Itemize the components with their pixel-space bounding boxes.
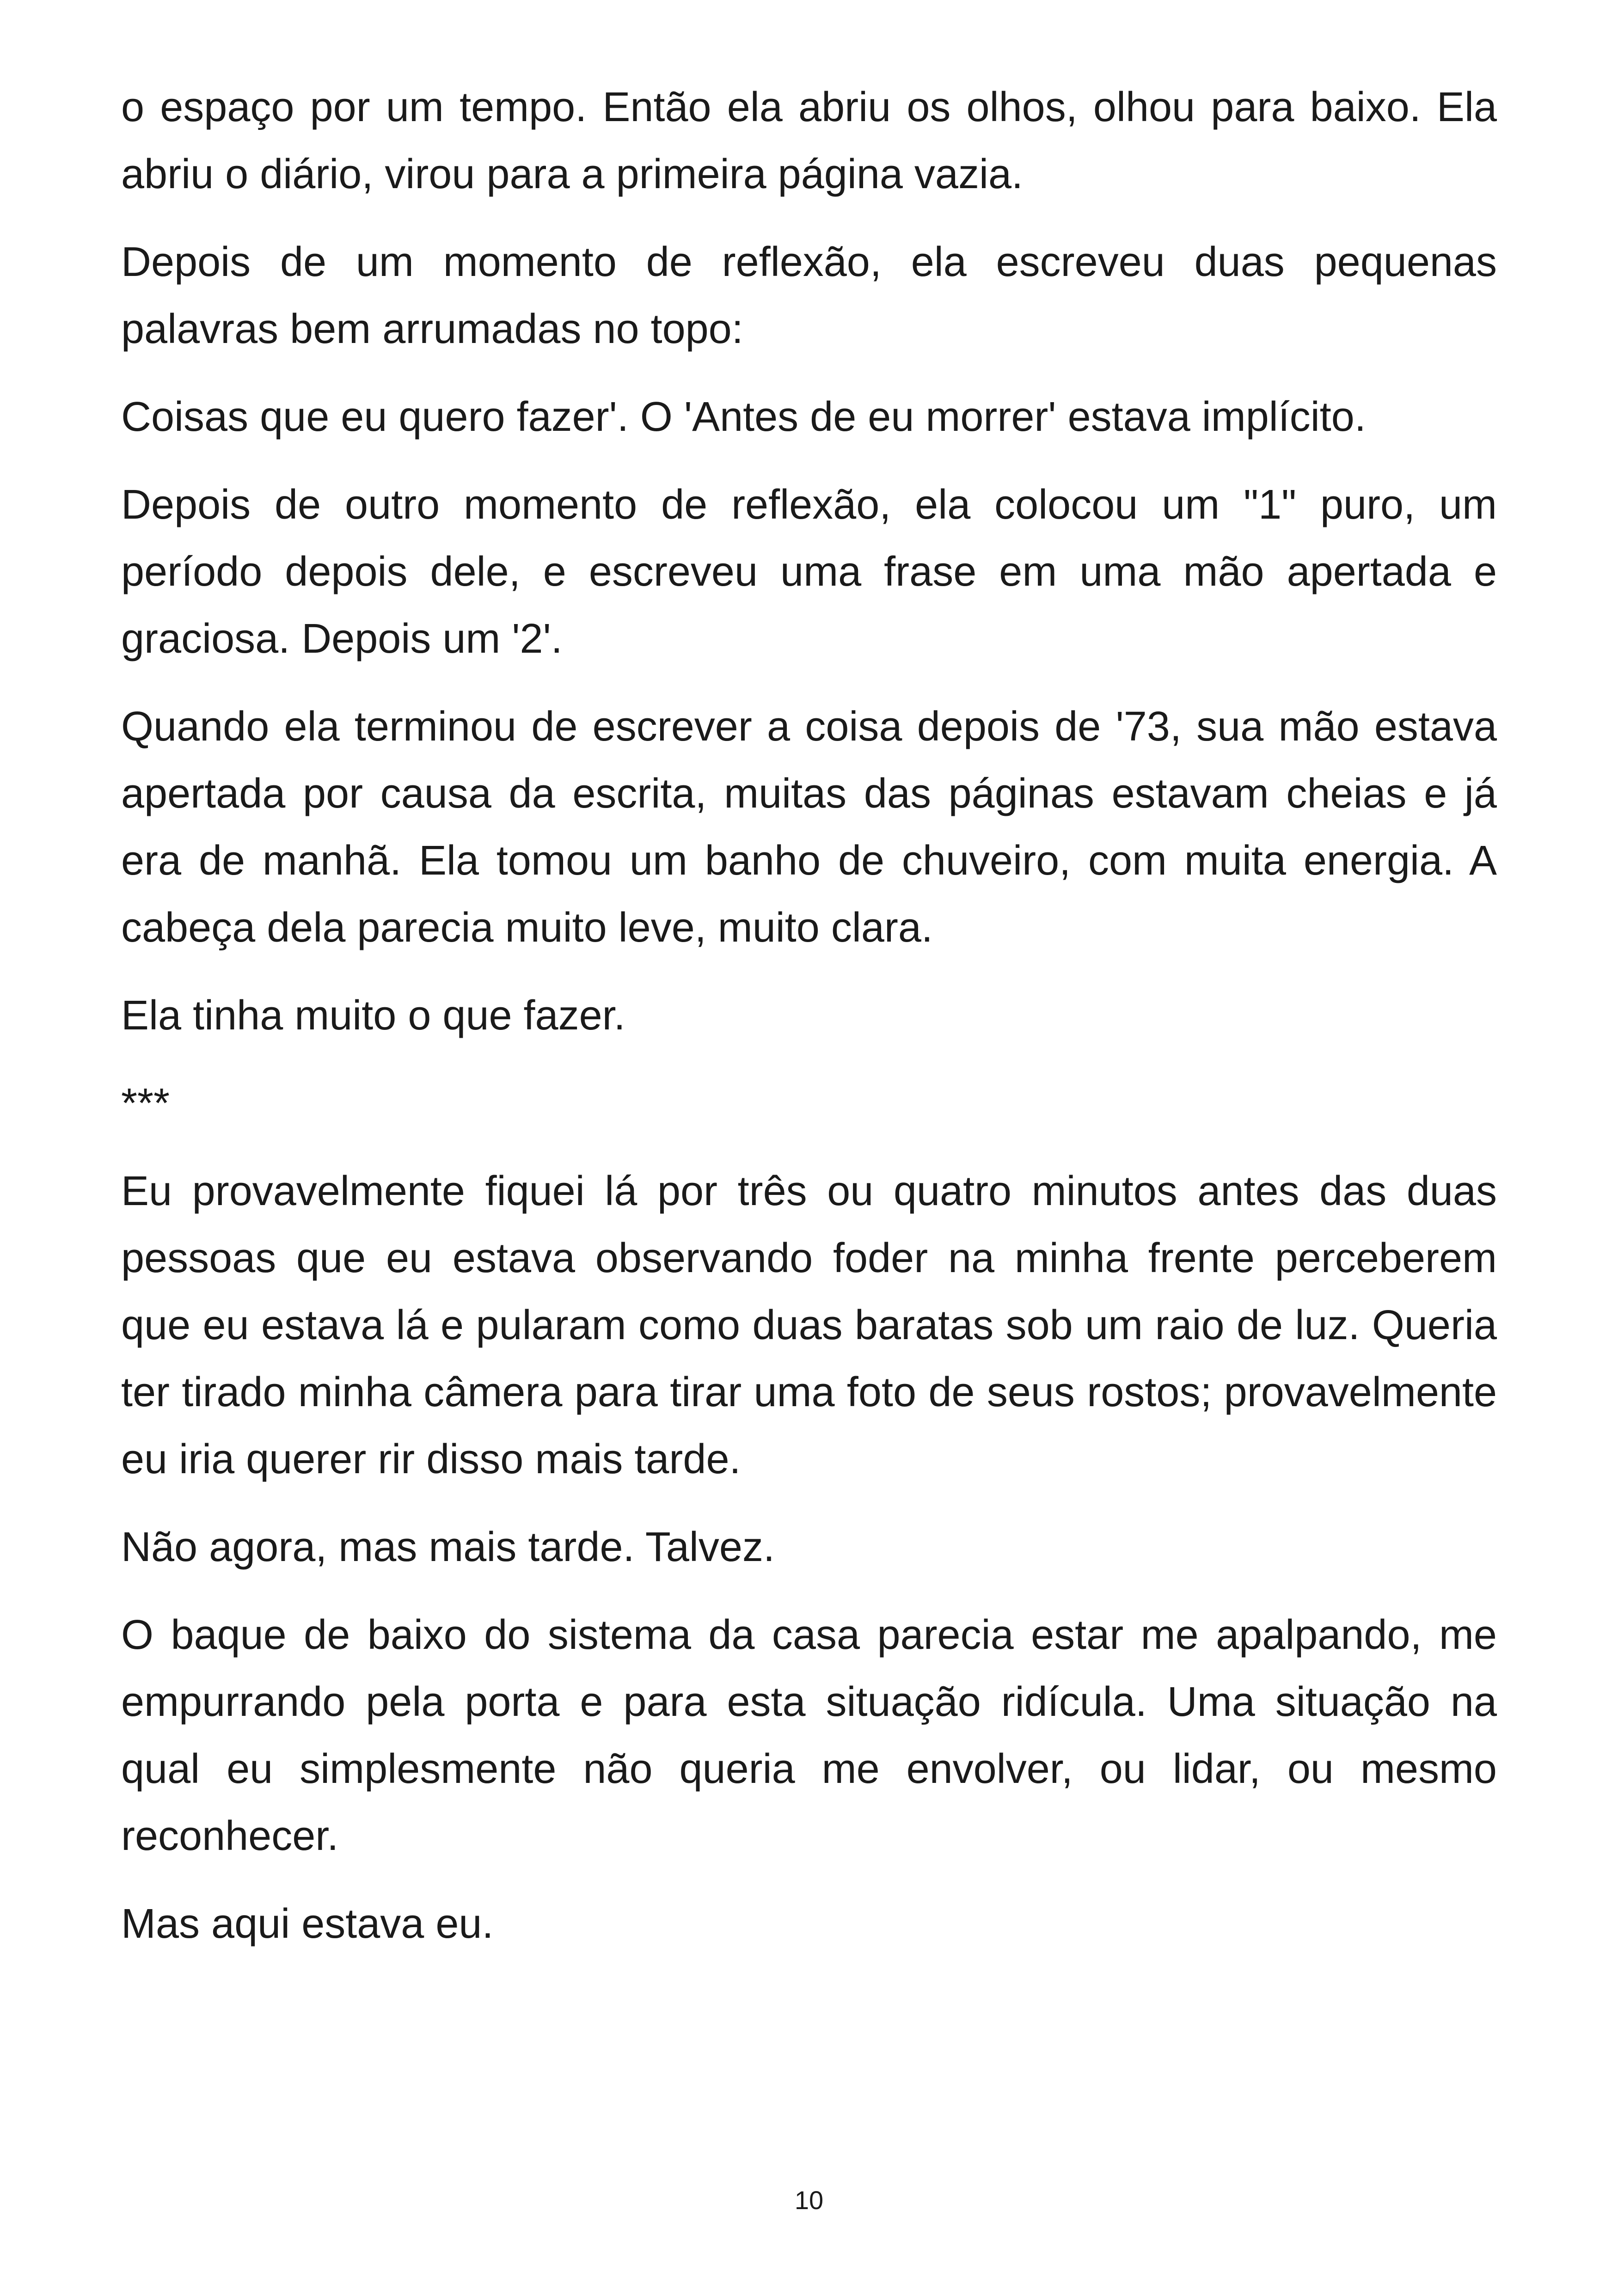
paragraph-1: o espaço por um tempo. Então ela abriu os olhos, olhou para baixo. Ela abriu o diário, virou para a primeira página vazia. bbox=[121, 84, 1497, 197]
scene-break: *** bbox=[121, 1080, 170, 1127]
paragraph-10: Mas aqui estava eu. bbox=[121, 1901, 494, 1947]
paragraph-3: Coisas que eu quero fazer'. O 'Antes de eu morrer' estava implícito. bbox=[121, 394, 1366, 440]
paragraph-5: Quando ela terminou de escrever a coisa depois de '73, sua mão estava apertada por causa da escrita, muitas das páginas estavam cheias e já era de manhã. Ela tomou um banho de chuveiro, com muita energia. A cabeça dela parecia muito leve, muito clara. bbox=[121, 704, 1497, 951]
paragraph-8: Não agora, mas mais tarde. Talvez. bbox=[121, 1524, 775, 1570]
paragraph-7: Eu provavelmente fiquei lá por três ou quatro minutos antes das duas pessoas que eu estava observando foder na minha frente perceberem que eu estava lá e pularam como duas baratas sob um raio de luz. Queria ter tirado minha câmera para tirar uma foto de seus rostos; provavelmente eu iria querer rir disso mais tarde. bbox=[121, 1168, 1497, 1482]
paragraph-2: Depois de um momento de reflexão, ela escreveu duas pequenas palavras bem arrumadas no topo: bbox=[121, 239, 1497, 352]
paragraph-6: Ela tinha muito o que fazer. bbox=[121, 992, 625, 1039]
body-text bbox=[121, 74, 1497, 1978]
page-number: 10 bbox=[794, 2186, 824, 2215]
paragraph-9: O baque de baixo do sistema da casa parecia estar me apalpando, me empurrando pela porta e para esta situação ridícula. Uma situação na qual eu simplesmente não queria me envolver, ou lidar, ou mesmo reconhecer. bbox=[121, 1612, 1497, 1859]
paragraph-4: Depois de outro momento de reflexão, ela colocou um "1" puro, um período depois dele, e escreveu uma frase em uma mão apertada e graciosa. Depois um '2'. bbox=[121, 482, 1497, 662]
